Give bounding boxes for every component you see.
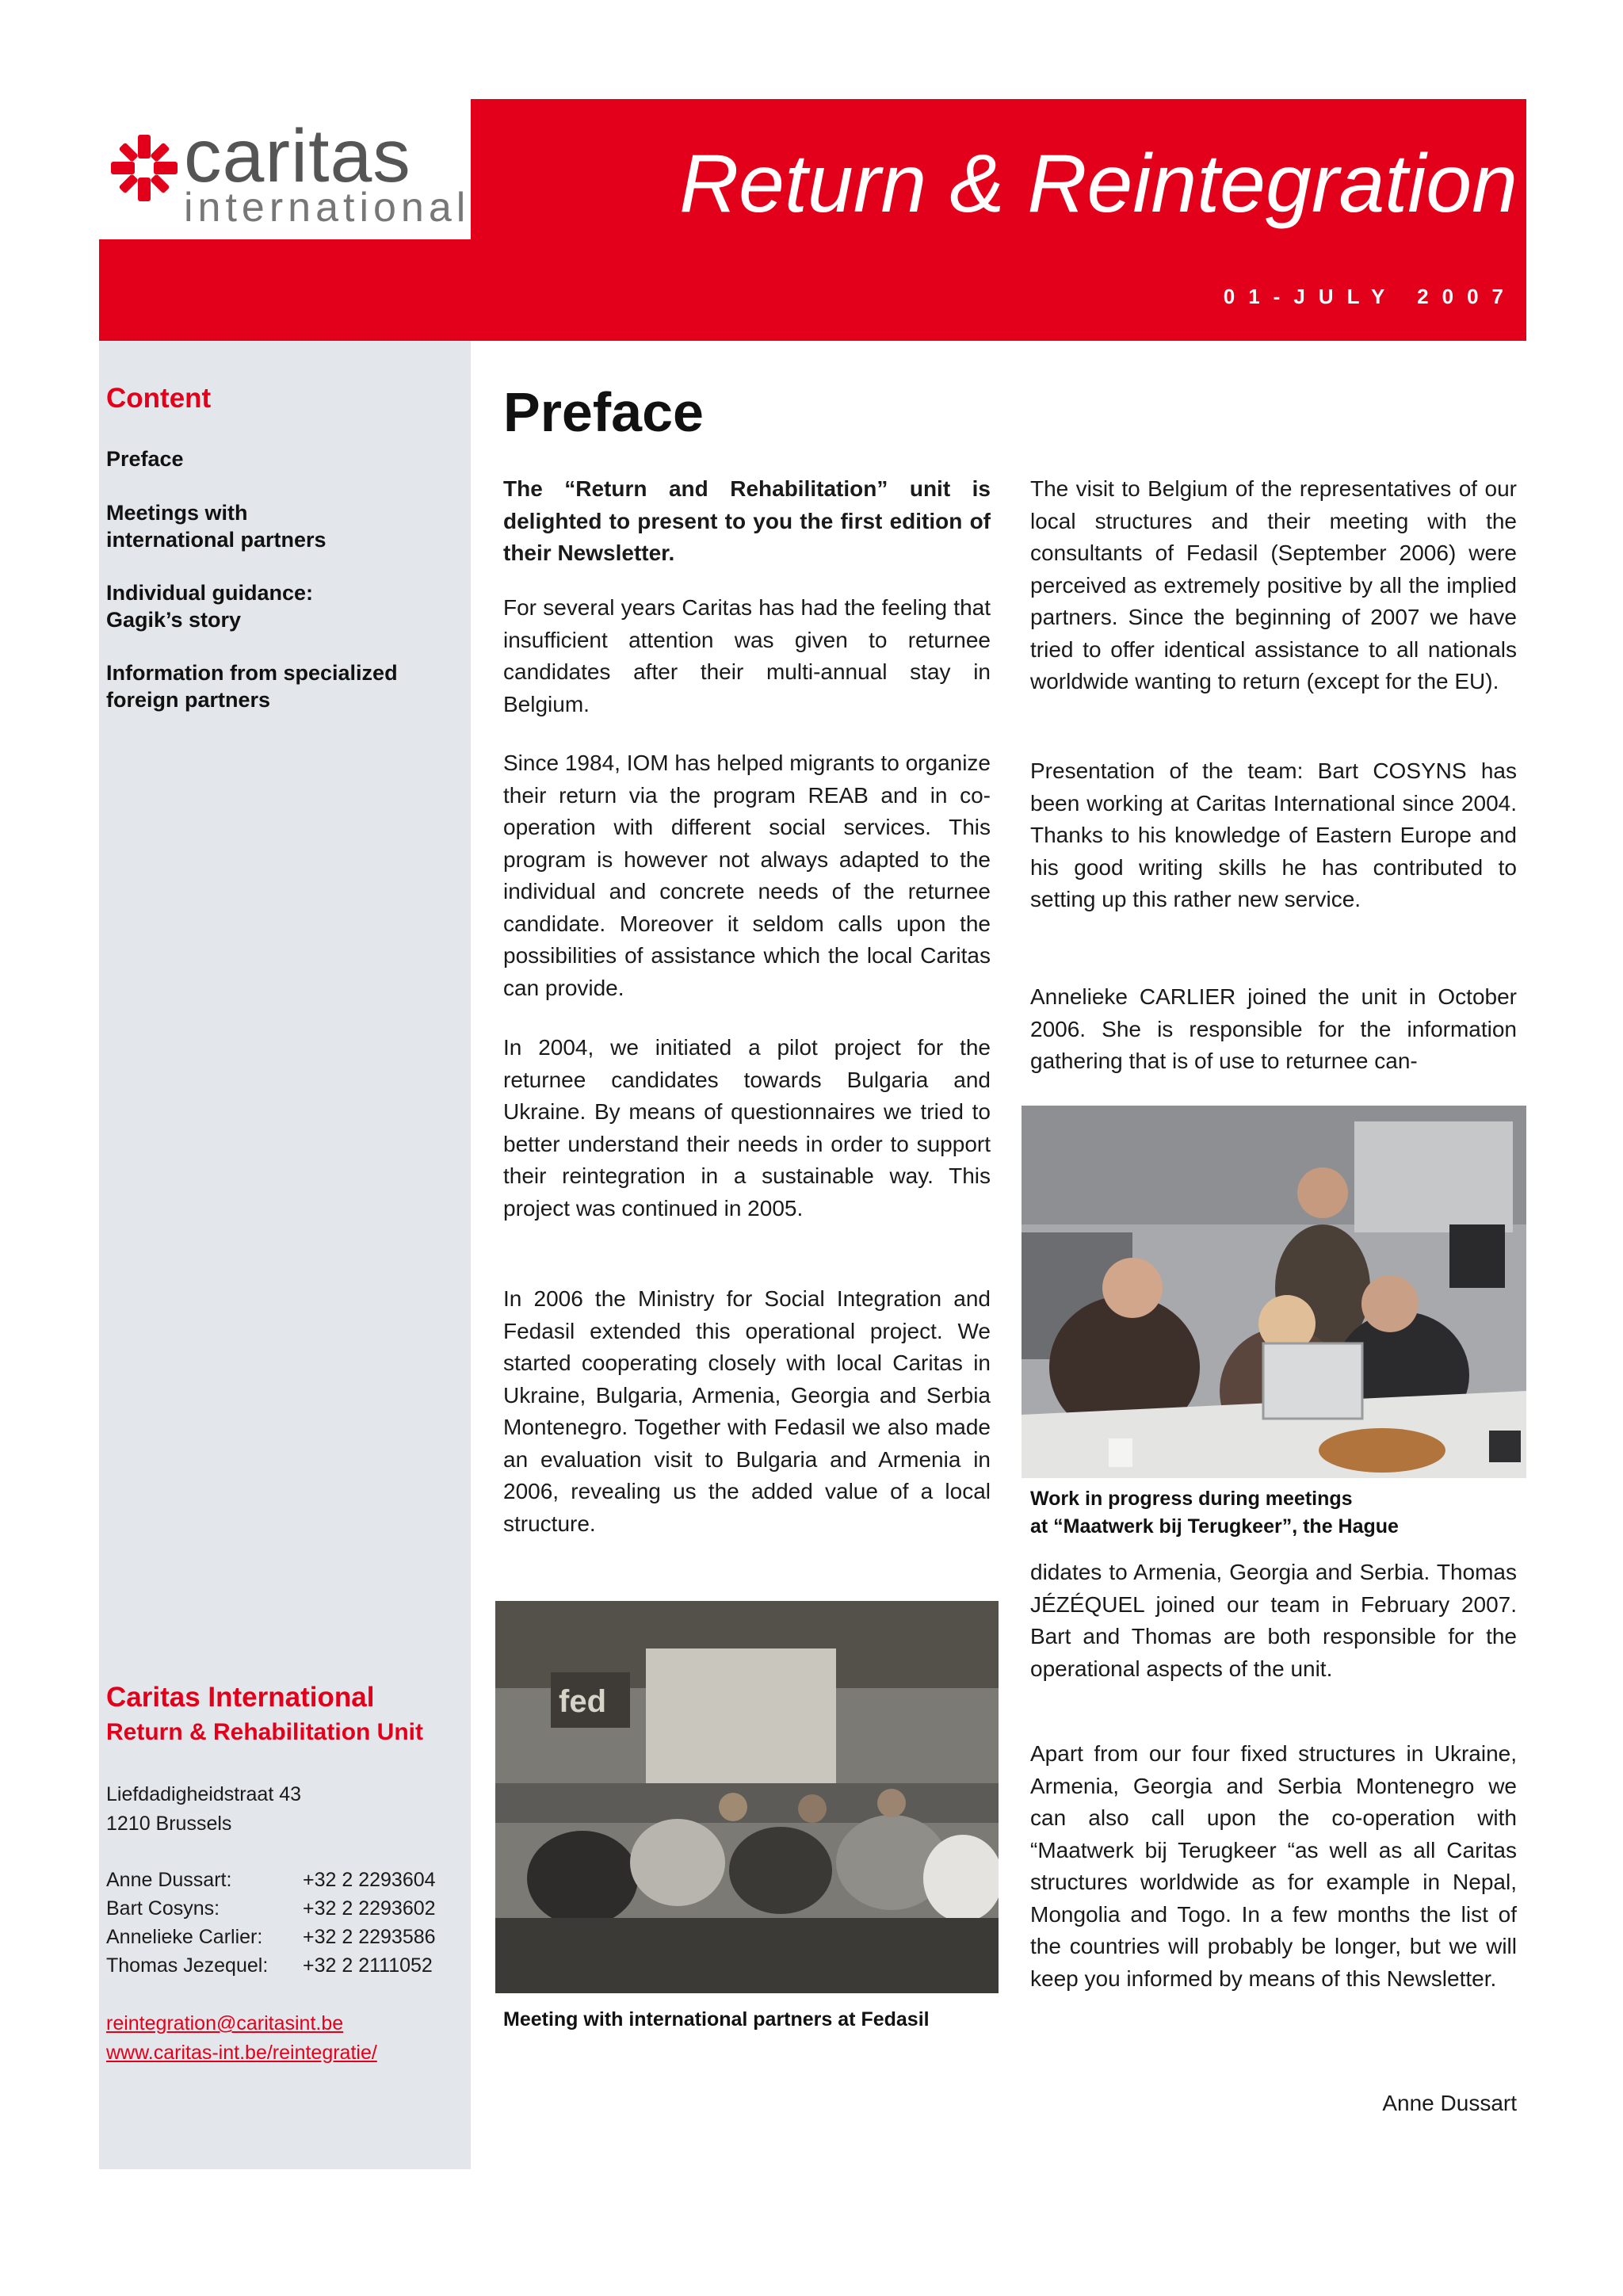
toc-item-foreign-partners[interactable] bbox=[106, 659, 398, 713]
photo-caption-fedasil: Meeting with international partners at Fedasil bbox=[503, 2008, 930, 2030]
toc-item-meetings[interactable] bbox=[106, 499, 327, 553]
article-paragraph: Annelieke CARLIER joined the unit in October 2006. She is responsible for the information gathering that is of use to returnee can- bbox=[1030, 984, 1517, 1073]
photo-fedasil-meeting bbox=[495, 1601, 999, 1993]
photo-caption-hague bbox=[1030, 1485, 1517, 1541]
caritas-cross-icon bbox=[111, 135, 178, 201]
contact-city: 1210 Brussels bbox=[106, 1813, 232, 1835]
photo-fedasil-illustration bbox=[495, 1601, 999, 1993]
article-paragraph: In 2004, we initiated a pilot project for the returnee candidates towards Bulgaria and Ukraine. By means of questionnaires we tried to better understand their needs in order to support their reintegration in a sustainable way. This project was continued in 2005. bbox=[503, 1035, 991, 1221]
toc-line: Individual guidance: bbox=[106, 581, 314, 605]
contact-street: Liefdadigheidstraat 43 bbox=[106, 1783, 302, 1805]
contact-name: Thomas Jezequel: bbox=[106, 1954, 269, 1977]
issue-date: 01-JULY 2007 bbox=[1223, 285, 1517, 308]
toc-line: international partners bbox=[106, 528, 327, 552]
newsletter-title: Return & Reintegration bbox=[679, 138, 1518, 230]
article-paragraph: Presentation of the team: Bart COSYNS has been working at Caritas International since 2004. Thanks to his knowledge of Eastern Europe and his good writing skills he has contributed to setting up this rather new service. bbox=[1030, 758, 1517, 911]
toc-item-preface[interactable] bbox=[106, 445, 184, 472]
caption-line: at “Maatwerk bij Terugkeer”, the Hague bbox=[1030, 1515, 1399, 1538]
contact-row bbox=[106, 1869, 436, 1892]
contact-phone: +32 2 2293602 bbox=[303, 1897, 436, 1920]
contact-name: Anne Dussart: bbox=[106, 1869, 232, 1891]
contact-phone: +32 2 2111052 bbox=[303, 1954, 433, 1977]
article-paragraph: Since 1984, IOM has helped migrants to organize their return via the program REAB and in co-operation with different social services. This program is however not always adapted to the individual and concrete needs of the returnee candidate. Moreover it seldom calls upon the possibilities of assistance which the local Caritas can provide. bbox=[503, 751, 991, 1000]
contact-row bbox=[106, 1954, 433, 1977]
article-paragraph: The visit to Belgium of the representatives of our local structures and their meeting with the consultants of Fedasil (September 2006) were perceived as extremely positive by all the implied partners. Since the beginning of 2007 we have tried to offer identical assistance to all nationals worldwide wanting to return (except for the EU). bbox=[1030, 476, 1517, 693]
email-link[interactable]: reintegration@caritasint.be bbox=[106, 2012, 344, 2034]
article-signature: Anne Dussart bbox=[1382, 2091, 1517, 2115]
photo-hague-illustration bbox=[1022, 1106, 1526, 1478]
contact-phone: +32 2 2293586 bbox=[303, 1926, 436, 1948]
toc-line: Preface bbox=[106, 447, 184, 471]
article-paragraph: In 2006 the Ministry for Social Integration and Fedasil extended this operational project. We started cooperating closely with local Caritas in Ukraine, Bulgaria, Armenia, Georgia and Serbia Montenegro. Together with Fedasil we also made an evaluation visit to Bulgaria and Armenia in 2006, revealing us the added value of a local structure. bbox=[503, 1286, 991, 1536]
article-paragraph: Apart from our four fixed structures in Ukraine, Armenia, Georgia and Serbia Montenegro we can also call upon the co-operation with “Maatwerk bij Terugkeer “as well as all Caritas structures worldwide as for example in Nepal, Mongolia and Togo. In a few months the list of the countries will probably be longer, but we will keep you informed by means of this Newsletter. bbox=[1030, 1741, 1517, 1991]
article-heading: Preface bbox=[503, 381, 704, 443]
toc-line: foreign partners bbox=[106, 688, 271, 712]
logo-subtitle: international bbox=[184, 185, 471, 231]
article-paragraph: didates to Armenia, Georgia and Serbia. Thomas JÉZÉQUEL joined our team in February 2007. Bart and Thomas are both responsible for the operational aspects of the unit. bbox=[1030, 1560, 1517, 1681]
contact-row bbox=[106, 1926, 436, 1949]
contact-org-name: Caritas International bbox=[106, 1682, 375, 1713]
article-lead: The “Return and Rehabilitation” unit is delighted to present to you the first edition of their Newsletter. bbox=[503, 476, 991, 565]
toc-line: Gagik’s story bbox=[106, 608, 242, 632]
caption-line: Work in progress during meetings bbox=[1030, 1488, 1353, 1510]
sidebar-heading: Content bbox=[106, 383, 212, 414]
contact-name: Bart Cosyns: bbox=[106, 1897, 220, 1920]
toc-line: Information from specialized bbox=[106, 661, 398, 685]
logo-wordmark: caritas bbox=[184, 114, 411, 198]
toc-item-guidance[interactable] bbox=[106, 579, 313, 633]
contact-unit-name: Return & Rehabilitation Unit bbox=[106, 1719, 423, 1745]
toc-line: Meetings with bbox=[106, 501, 248, 525]
contact-phone: +32 2 2293604 bbox=[303, 1869, 436, 1891]
photo-hague-meeting bbox=[1022, 1106, 1526, 1478]
contact-row bbox=[106, 1897, 436, 1920]
article-paragraph: For several years Caritas has had the feeling that insufficient attention was given to returnee candidates after their multi-annual stay in Belgium. bbox=[503, 595, 991, 716]
website-link[interactable]: www.caritas-int.be/reintegratie/ bbox=[106, 2042, 377, 2064]
fedasil-sign-text: fed bbox=[559, 1684, 606, 1719]
contact-name: Annelieke Carlier: bbox=[106, 1926, 263, 1948]
